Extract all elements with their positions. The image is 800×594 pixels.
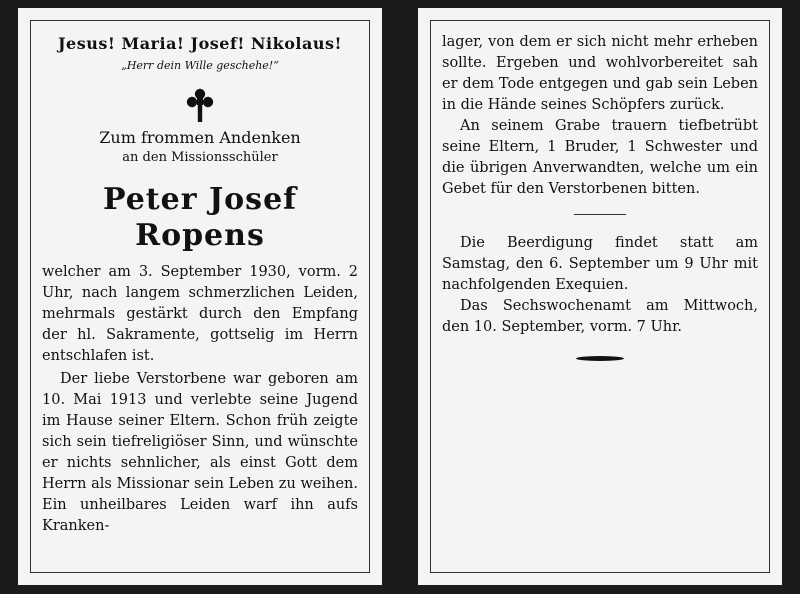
motto: „Herr dein Wille geschehe!“ bbox=[121, 59, 279, 72]
left-paragraph-1: welcher am 3. September 1930, vorm. 2 Uhr, nach langem schmerzlichen Leiden, mehrmals gestärkt durch den Empfang der hl. Sakramente, gottselig im Herrn entschlafen ist. bbox=[42, 264, 358, 364]
deceased-name: Peter Josef Ropens bbox=[102, 182, 298, 253]
right-paragraph-1: lager, von dem er sich nicht mehr erheben sollte. Ergeben und wohlvorbereitet sah er dem Tode entgegen und gab sein Leben in die Hände seines Schöpfers zurück. bbox=[442, 34, 758, 113]
subtitle: an den Missionsschüler bbox=[122, 150, 278, 165]
right-paragraph-2: An seinem Grabe trauern tiefbetrübt seine Eltern, 1 Bruder, 1 Schwester und die übrigen Anverwandten, welche um ein Gebet für den Verstorbenen bitten. bbox=[442, 118, 758, 197]
section-divider bbox=[574, 214, 626, 215]
cross-container bbox=[42, 72, 358, 128]
end-ornament bbox=[576, 356, 624, 361]
memorial-line: Zum frommen Andenken bbox=[99, 128, 301, 147]
cross-icon bbox=[186, 88, 214, 122]
invocation: Jesus! Maria! Josef! Nikolaus! bbox=[57, 34, 342, 53]
right-paragraph-4: Das Sechswochenamt am Mittwoch, den 10. September, vorm. 7 Uhr. bbox=[442, 298, 758, 335]
left-card-content bbox=[42, 32, 358, 537]
right-paragraph-3: Die Beerdigung findet statt am Samstag, den 6. September um 9 Uhr mit nachfolgenden Exequien. bbox=[442, 235, 758, 293]
left-card bbox=[18, 8, 382, 585]
right-card-content bbox=[442, 32, 758, 361]
left-paragraph-2: Der liebe Verstorbene war geboren am 10. Mai 1913 und verlebte seine Jugend im Hause seiner Eltern. Schon früh zeigte sich sein tiefreligiöser Sinn, und wünschte er nichts sehnlicher, als einst Gott dem Herrn als Missionar sein Leben zu weihen. Ein unheilbares Leiden warf ihn aufs Kranken- bbox=[42, 371, 358, 534]
right-card bbox=[418, 8, 782, 585]
